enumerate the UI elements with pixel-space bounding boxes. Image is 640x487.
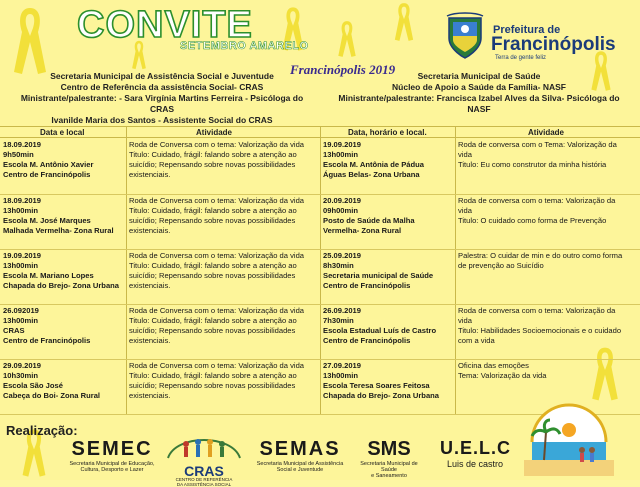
left-activity-header: Atividade xyxy=(196,128,233,137)
schedule-activity-line: existenciais. xyxy=(129,170,171,179)
schedule-date-line: 19.09.2019 xyxy=(323,140,362,149)
schedule-date-line: 13h00min xyxy=(3,260,39,270)
schedule-date-line: Escola Teresa Soares Feitosa xyxy=(323,380,430,390)
schedule-date-line: Centro de Francinópolis xyxy=(323,335,411,345)
left-date-header: Data e local xyxy=(40,128,85,137)
schedule-activity-line: Roda de Conversa com o tema: Valorização da vida xyxy=(129,195,305,205)
right-organizer-block xyxy=(330,71,628,115)
left-org-line: Ivanilde Maria dos Santos - Assistente Social do CRAS xyxy=(51,115,273,125)
sms-logo xyxy=(354,438,424,479)
schedule-date-line: 26.09.2019 xyxy=(323,305,362,315)
cras-desc: DA ASSISTÊNCIA SOCIAL xyxy=(176,482,232,487)
schedule-date-cell xyxy=(0,359,126,414)
schedule-activity-line: Roda de conversa com o tema: Valorização da xyxy=(458,195,616,205)
semas-desc: Secretaria Municipal de Assistência xyxy=(256,461,344,467)
schedule-date-line: 26.092019 xyxy=(3,305,39,315)
semas-desc: Social e Juventude xyxy=(276,467,324,473)
page-title: CONVITE xyxy=(77,4,253,46)
schedule-activity-cell xyxy=(455,139,640,194)
logo-motto-text: Terra de gente feliz xyxy=(495,55,547,61)
schedule-activity-line: Roda de conversa com o tema: Valorização da xyxy=(458,305,616,315)
schedule-date-line: 10h30min xyxy=(3,370,39,380)
schedule-date-line: 9h50min xyxy=(3,150,34,159)
right-org-line: Ministrante/palestrante: Francisca Izabel Alves da Silva- Psicóloga do NASF xyxy=(338,93,620,114)
schedule-activity-line: Tema: Valorização da vida xyxy=(458,370,547,380)
schedule-activity-cell xyxy=(126,194,320,249)
semec-desc: Cultura, Desporto e Lazer xyxy=(80,467,144,473)
schedule-activity-line: Palestra: O cuidar de min e do outro como forma xyxy=(458,250,623,260)
schedule-activity-cell xyxy=(126,304,320,359)
schedule-activity-line: Titulo: Cuidado, frágil: falando sobre a atenção ao xyxy=(129,150,297,159)
schedule-activity-line: Roda de conversa com o Tema: Valorização da xyxy=(458,140,617,149)
schedule-row xyxy=(0,249,320,304)
right-activity-header: Atividade xyxy=(528,128,565,137)
schedule-date-line: 19.09.2019 xyxy=(3,250,42,260)
beach-scene-icon xyxy=(524,402,614,476)
schedule-date-line: 27.09.2019 xyxy=(323,360,362,370)
schedule-date-line: Cabeça do Boi- Zona Rural xyxy=(3,390,101,400)
uelc-desc: Luis de castro xyxy=(446,459,504,469)
semec-logo xyxy=(62,438,162,473)
schedule-activity-line: suicídio; Repensando sobre novas possibilidades xyxy=(129,160,296,169)
logo-city-text: Francinópolis xyxy=(491,34,616,55)
schedule-date-cell xyxy=(0,249,126,304)
semec-name: SEMEC xyxy=(71,438,153,460)
uelc-logo xyxy=(440,438,510,469)
schedule-activity-line: existenciais. xyxy=(129,225,171,235)
schedule-row xyxy=(320,304,640,359)
schedule-date-line: Escola M. Antônio Xavier xyxy=(3,160,94,169)
schedule-date-cell xyxy=(320,194,455,249)
schedule-activity-line: Roda de Conversa com o tema: Valorização da vida xyxy=(129,305,305,315)
schedule-activity-line: suicídio; Repensando sobre novas possibilidades xyxy=(129,215,296,225)
schedule-activity-line: Titulo: Cuidado, frágil: falando sobre a atenção ao xyxy=(129,315,297,325)
semas-logo xyxy=(248,438,352,473)
schedule-date-line: Centro de Francinópolis xyxy=(323,280,411,290)
schedule-activity-cell xyxy=(455,194,640,249)
schedule-activity-line: vida xyxy=(458,150,472,159)
schedule-row xyxy=(0,139,320,194)
schedule-row xyxy=(0,359,320,414)
prefeitura-logo xyxy=(445,12,635,60)
schedule-date-line: Vermelha- Zona Rural xyxy=(323,225,402,235)
schedule-activity-line: Titulo: Eu como construtor da minha história xyxy=(458,160,607,169)
schedule-activity-cell xyxy=(126,139,320,194)
yellow-ribbon-icon xyxy=(336,20,358,58)
schedule-activity-line: suicídio; Repensando sobre novas possibilidades xyxy=(129,325,296,335)
right-org-line: Secretaria Municipal de Saúde xyxy=(417,71,541,81)
sms-desc: e Saneamento xyxy=(371,473,407,479)
schedule-date-line: 18.09.2019 xyxy=(3,140,42,149)
campaign-subtitle: SETEMBRO AMARELO xyxy=(180,40,309,52)
schedule-activity-cell xyxy=(126,359,320,414)
schedule-activity-line: Titulo: Cuidado, frágil: falando sobre a atenção ao xyxy=(129,370,297,380)
schedule-date-line: 29.09.2019 xyxy=(3,360,42,370)
schedule-date-line: Chapada do Brejo- Zona Urbana xyxy=(323,390,440,400)
cras-name: CRAS xyxy=(184,463,224,479)
schedule-date-line: 13h00min xyxy=(3,315,39,325)
schedule-row xyxy=(320,249,640,304)
schedule-date-line: Escola M. Antônia de Pádua xyxy=(323,160,424,169)
right-column-header xyxy=(320,126,640,138)
yellow-ribbon-icon xyxy=(392,2,416,42)
schedule-date-line: 13h00min xyxy=(323,150,359,159)
schedule-row xyxy=(0,194,320,249)
schedule-date-line: Centro de Francinópolis xyxy=(3,170,91,179)
schedule-activity-line: existenciais. xyxy=(129,390,171,400)
schedule-row xyxy=(320,194,640,249)
semec-desc: Secretaria Municipal de Educação, xyxy=(69,461,155,467)
schedule-date-cell xyxy=(0,194,126,249)
logo-prefeitura-text: Prefeitura de xyxy=(493,24,561,36)
semas-name: SEMAS xyxy=(259,438,341,460)
uelc-name: U.E.L.C xyxy=(440,438,512,458)
schedule-date-line: 8h30min xyxy=(323,260,354,270)
schedule-date-line: 13h00min xyxy=(3,205,39,215)
schedule-date-line: Águas Belas- Zona Urbana xyxy=(323,170,420,179)
schedule-activity-line: Titulo: Habilidades Socioemocionais e o cuidado xyxy=(458,325,622,335)
schedule-date-line: Escola Estadual Luís de Castro xyxy=(323,325,437,335)
left-org-line: Secretaria Municipal de Assistência Social e Juventude xyxy=(50,71,274,81)
schedule-date-line: 18.09.2019 xyxy=(3,195,42,205)
city-coat-of-arms-icon xyxy=(445,12,485,60)
schedule-date-cell xyxy=(0,139,126,194)
schedule-date-cell xyxy=(320,139,455,194)
schedule-date-line: Chapada do Brejo- Zona Urbana xyxy=(3,280,120,290)
left-column-header xyxy=(0,126,320,138)
left-org-line: Centro de Referência da assistência Social- CRAS xyxy=(60,82,264,92)
schedule-date-line: Escola M. José Marques xyxy=(3,215,91,225)
schedule-activity-cell xyxy=(126,249,320,304)
cras-logo xyxy=(162,430,246,487)
schedule-activity-line: vida xyxy=(458,315,472,325)
right-org-line: Núcleo de Apoio a Saúde da Família- NASF xyxy=(392,82,566,92)
schedule-activity-line: com a vida xyxy=(458,335,495,345)
schedule-date-line: Secretaria municipal de Saúde xyxy=(323,270,434,280)
schedule-activity-line: Roda de Conversa com o tema: Valorização da vida xyxy=(129,140,305,149)
cras-family-icon xyxy=(162,430,246,460)
schedule-activity-line: existenciais. xyxy=(129,280,171,290)
left-organizer-block xyxy=(12,71,312,126)
schedule-activity-cell xyxy=(455,304,640,359)
schedule-row xyxy=(0,304,320,359)
schedule-date-line: 09h00min xyxy=(323,205,359,215)
schedule-date-line: Escola São José xyxy=(3,380,63,390)
schedule-date-cell xyxy=(320,304,455,359)
schedule-activity-line: Titulo: Cuidado, frágil: falando sobre a atenção ao xyxy=(129,260,297,270)
schedule-date-line: Centro de Francinópolis xyxy=(3,335,91,345)
left-org-line: Ministrante/palestrante: - Sara Virgínia Martins Ferreira - Psicóloga do CRAS xyxy=(20,93,304,114)
schedule-activity-line: Titulo: O cuidado como forma de Prevenção xyxy=(458,215,607,225)
schedule-date-cell xyxy=(320,359,455,414)
schedule-activity-line: vida xyxy=(458,205,472,215)
schedule-activity-line: Roda de Conversa com o tema: Valorização da vida xyxy=(129,360,305,370)
right-schedule-table xyxy=(320,139,640,415)
sms-desc: Secretaria Municipal de Saúde xyxy=(360,461,418,473)
schedule-date-line: 20.09.2019 xyxy=(323,195,362,205)
schedule-activity-line: Oficina das emoções xyxy=(458,360,529,370)
realizacao-label: Realização: xyxy=(6,423,78,438)
schedule-activity-line: Titulo: Cuidado, frágil: falando sobre a atenção ao xyxy=(129,205,297,215)
schedule-date-cell xyxy=(320,249,455,304)
schedule-date-line: 13h00min xyxy=(323,370,359,380)
schedule-activity-line: suicídio; Repensando sobre novas possibilidades xyxy=(129,380,296,390)
schedule-row xyxy=(320,139,640,194)
schedule-date-line: 7h30min xyxy=(323,315,354,325)
schedule-date-line: Posto de Saúde da Malha xyxy=(323,215,415,225)
schedule-activity-cell xyxy=(455,249,640,304)
yellow-ribbon-icon xyxy=(12,6,48,76)
schedule-activity-line: suicídio; Repensando sobre novas possibilidades xyxy=(129,270,296,280)
city-year-tag: Francinópolis 2019 xyxy=(290,62,396,77)
schedule-date-line: CRAS xyxy=(3,325,25,335)
schedule-date-line: Escola M. Mariano Lopes xyxy=(3,270,94,280)
schedule-date-line: Malhada Vermelha- Zona Rural xyxy=(3,225,114,235)
left-schedule-table xyxy=(0,139,320,415)
sms-name: SMS xyxy=(367,438,411,460)
schedule-activity-line: de prevenção ao Suicídio xyxy=(458,260,544,270)
schedule-date-line: 25.09.2019 xyxy=(323,250,362,260)
schedule-activity-line: Roda de Conversa com o tema: Valorização da vida xyxy=(129,250,305,260)
right-date-header: Data, horário e local. xyxy=(348,128,427,137)
schedule-date-cell xyxy=(0,304,126,359)
cras-desc: CENTRO DE REFERÊNCIA xyxy=(175,477,233,482)
schedule-activity-line: existenciais. xyxy=(129,335,171,345)
